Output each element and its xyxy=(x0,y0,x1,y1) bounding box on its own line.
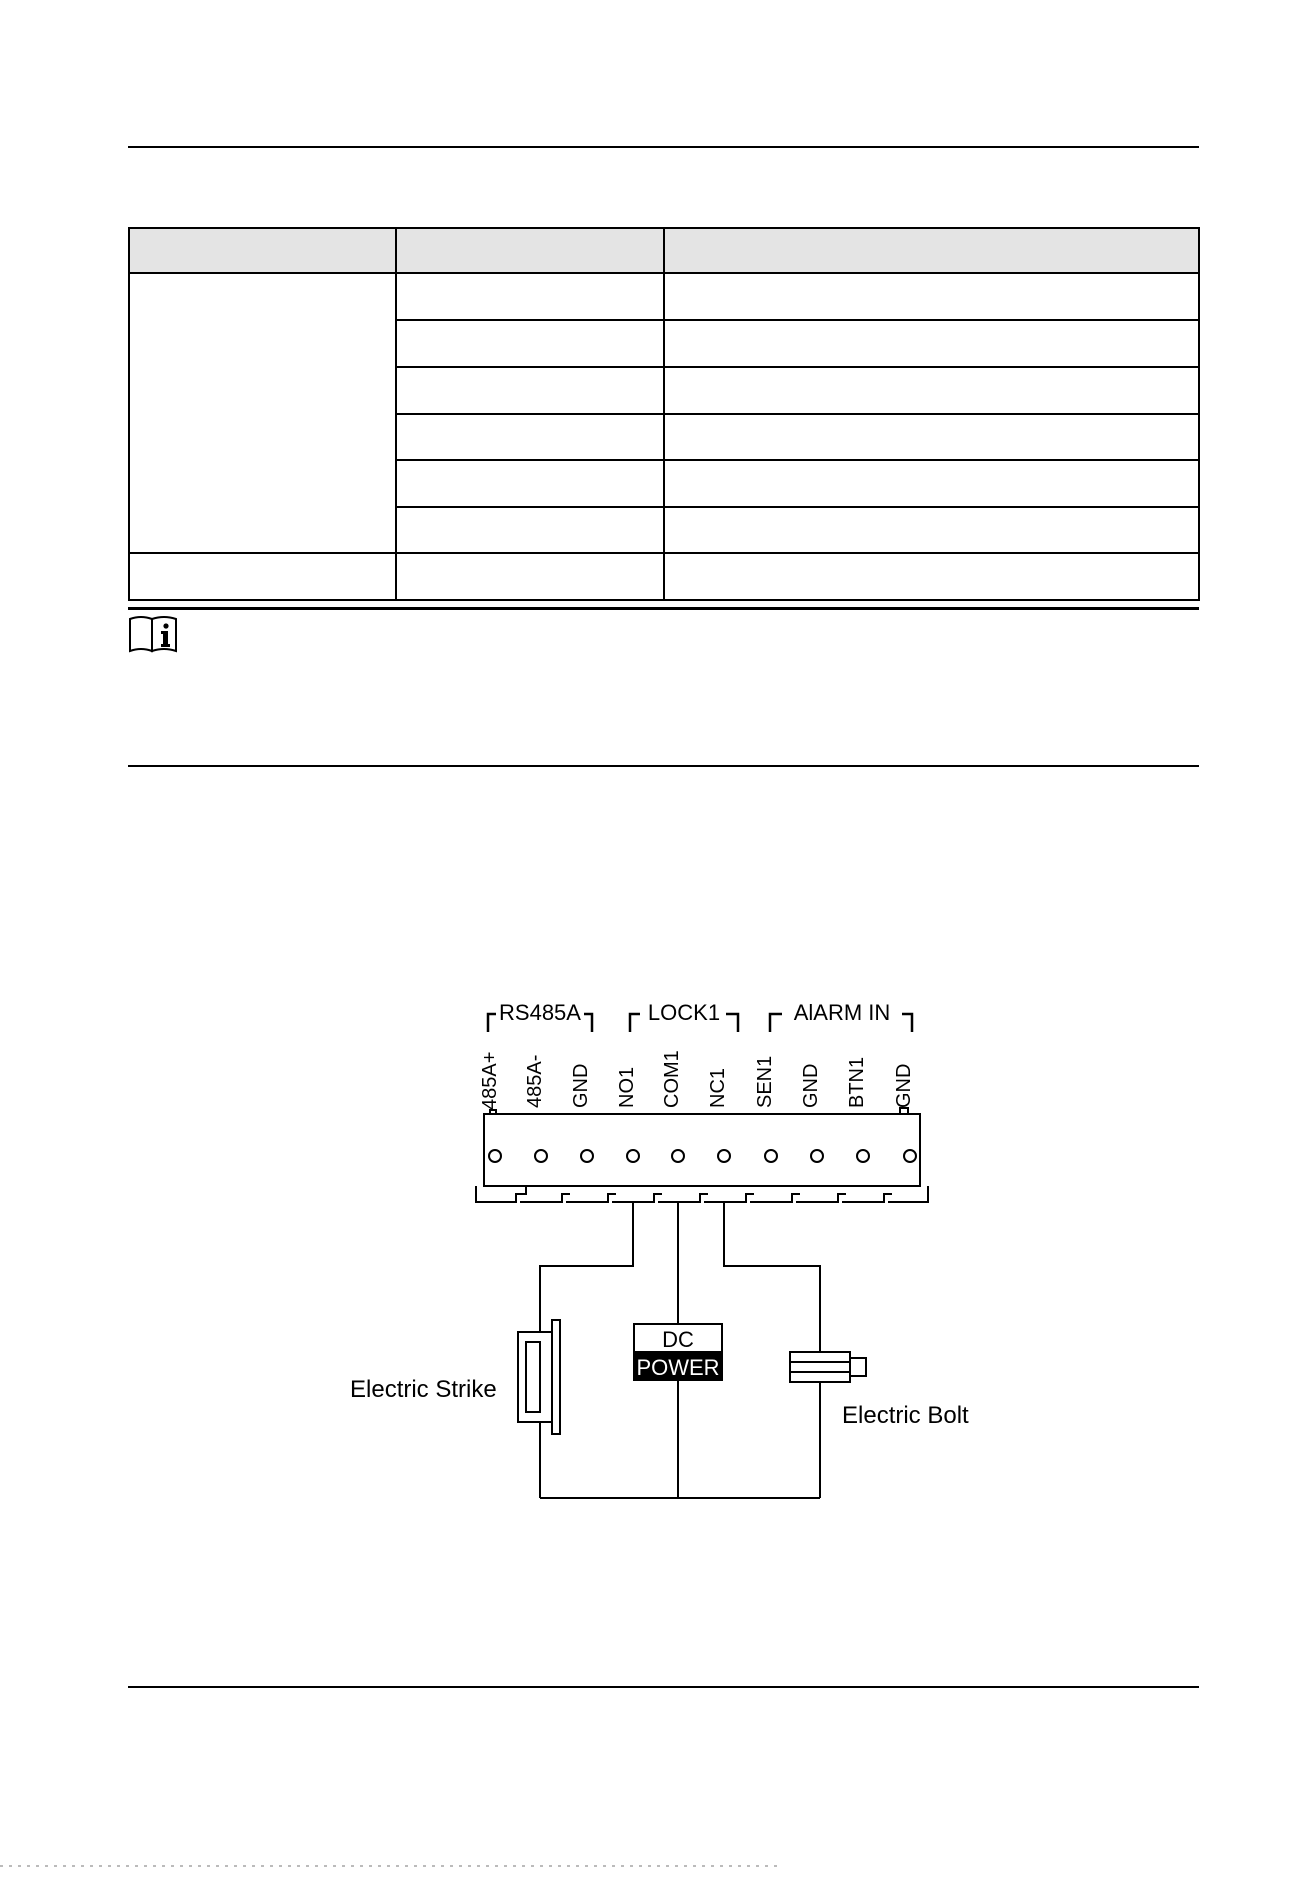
note-rule-bottom xyxy=(128,765,1199,767)
electric-bolt-icon xyxy=(790,1352,866,1382)
group-label-lock1: LOCK1 xyxy=(647,1000,721,1025)
electric-strike-icon xyxy=(518,1320,560,1434)
group-label-rs485a: RS485A xyxy=(499,1000,581,1025)
note-icon xyxy=(128,615,180,658)
terminal-label-485a-minus: 485A- xyxy=(524,1054,546,1108)
group-label-alarm-in: AlARM IN xyxy=(793,1000,891,1025)
terminal-label-gnd-3: GND xyxy=(893,1063,915,1108)
terminal-label-btn1: BTN1 xyxy=(846,1056,868,1108)
terminal-label-com1: COM1 xyxy=(661,1050,683,1108)
footer-artifact xyxy=(0,1860,1313,1873)
terminal-label-485a-plus: 485A+ xyxy=(479,1051,501,1110)
electric-strike-label: Electric Strike xyxy=(350,1376,497,1403)
terminal-label-no1: NO1 xyxy=(616,1066,638,1108)
wiring-diagram xyxy=(330,990,1030,1510)
terminal-screws xyxy=(489,1150,916,1162)
note-rule-top xyxy=(128,607,1199,610)
terminal-table-grid xyxy=(128,227,1200,601)
terminal-label-gnd-1: GND xyxy=(570,1063,592,1108)
footer-rule xyxy=(128,1686,1199,1688)
terminal-table xyxy=(128,227,1200,601)
electric-bolt-label: Electric Bolt xyxy=(842,1402,969,1429)
dc-label: DC xyxy=(662,1327,694,1352)
header-rule xyxy=(128,146,1199,148)
terminal-label-sen1: SEN1 xyxy=(754,1055,776,1108)
terminal-label-gnd-2: GND xyxy=(800,1063,822,1108)
wiring-diagram-svg xyxy=(330,990,1030,1510)
terminal-label-nc1: NC1 xyxy=(707,1067,729,1108)
power-label: POWER xyxy=(636,1355,720,1380)
